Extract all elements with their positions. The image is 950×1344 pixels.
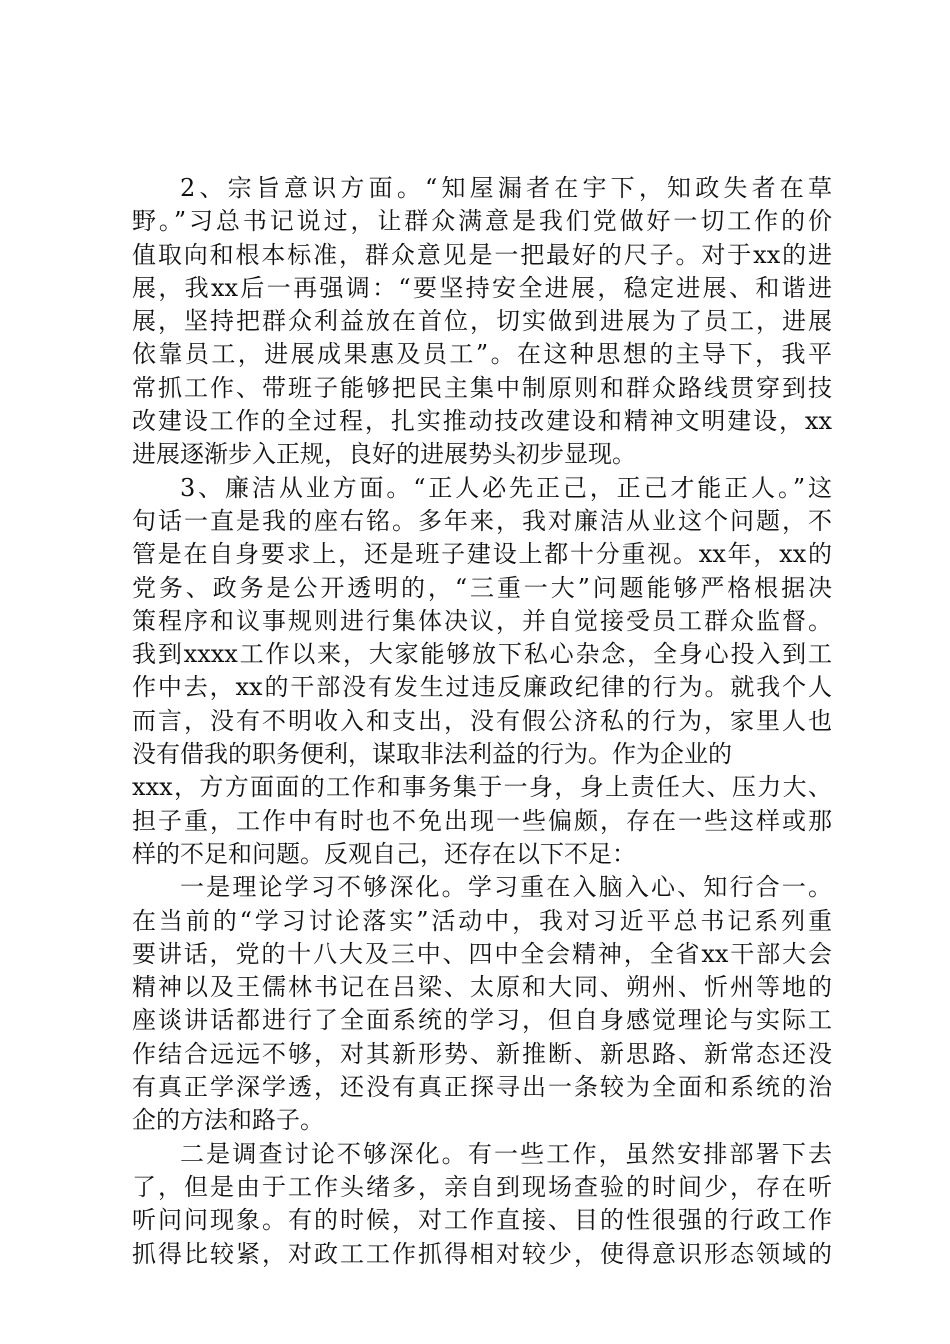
paragraph-line: 要讲话，党的十八大及三中、四中全会精神，全省xx干部大会 [132, 939, 832, 968]
paragraph-line: 一是理论学习不够深化。学习重在入脑入心、知行合一。 [180, 873, 832, 902]
paragraph-line: 值取向和根本标准，群众意见是一把最好的尺子。对于xx的进 [132, 240, 832, 269]
paragraph-line: xxx，方方面面的工作和事务集于一身，身上责任大、压力大、 [132, 773, 832, 802]
paragraph-line: 改建设工作的全过程，扎实推动技改建设和精神文明建设，xx [132, 407, 832, 436]
paragraph-line: 而言，没有不明收入和支出，没有假公济私的行为，家里人也 [132, 706, 832, 735]
paragraph-line: 依靠员工，进展成果惠及员工”。在这种思想的主导下，我平 [132, 340, 832, 369]
paragraph-line: 座谈讲话都进行了全面系统的学习，但自身感觉理论与实际工 [132, 1006, 832, 1035]
paragraph-line: 3、廉洁从业方面。“正人必先正己，正己才能正人。”这 [180, 473, 832, 502]
paragraph-line: 在当前的“学习讨论落实”活动中，我对习近平总书记系列重 [132, 906, 832, 935]
paragraph-line: 策程序和议事规则进行集体决议，并自觉接受员工群众监督。 [132, 606, 832, 635]
paragraph-line: 我到xxxx工作以来，大家能够放下私心杂念，全身心投入到工 [132, 640, 832, 669]
paragraph-line: 管是在自身要求上，还是班子建设上都十分重视。xx年，xx的 [132, 540, 832, 569]
paragraph-line: 抓得比较紧，对政工工作抓得相对较少，使得意识形态领域的 [132, 1239, 832, 1268]
paragraph-line: 精神以及王儒林书记在吕梁、太原和大同、朔州、忻州等地的 [132, 973, 832, 1002]
paragraph-line: 样的不足和问题。反观自己，还存在以下不足： [132, 839, 636, 868]
paragraph-line: 展，我xx后一再强调：“要坚持安全进展，稳定进展、和谐进 [132, 273, 832, 302]
paragraph-line: 2、宗旨意识方面。“知屋漏者在宇下，知政失者在草 [180, 174, 832, 202]
paragraph-line: 进展逐渐步入正规，良好的进展势头初步显现。 [132, 440, 636, 469]
paragraph-line: 二是调查讨论不够深化。有一些工作，虽然安排部署下去 [180, 1139, 832, 1168]
paragraph-line: 听问问现象。有的时候，对工作直接、目的性很强的行政工作 [132, 1206, 832, 1235]
paragraph-line: 了，但是由于工作头绪多，亲自到现场查验的时间少，存在听 [132, 1172, 832, 1201]
paragraph-line: 作结合远远不够，对其新形势、新推断、新思路、新常态还没 [132, 1039, 832, 1068]
paragraph-line: 党务、政务是公开透明的，“三重一大”问题能够严格根据决 [132, 573, 832, 602]
paragraph-line: 担子重，工作中有时也不免出现一些偏颇，存在一些这样或那 [132, 806, 832, 835]
paragraph-line: 企的方法和路子。 [132, 1106, 324, 1135]
paragraph-line: 野。”习总书记说过，让群众满意是我们党做好一切工作的价 [132, 207, 832, 236]
paragraph-line: 常抓工作、带班子能够把民主集中制原则和群众路线贯穿到技 [132, 373, 832, 402]
body-text [132, 172, 832, 1271]
paragraph-line: 没有借我的职务便利，谋取非法利益的行为。作为企业的 [132, 740, 732, 769]
paragraph-line: 有真正学深学透，还没有真正探寻出一条较为全面和系统的治 [132, 1073, 832, 1102]
paragraph-line: 作中去，xx的干部没有发生过违反廉政纪律的行为。就我个人 [132, 673, 832, 702]
paragraph-line: 句话一直是我的座右铭。多年来，我对廉洁从业这个问题，不 [132, 506, 832, 535]
paragraph-line: 展，坚持把群众利益放在首位，切实做到进展为了员工，进展 [132, 307, 832, 336]
